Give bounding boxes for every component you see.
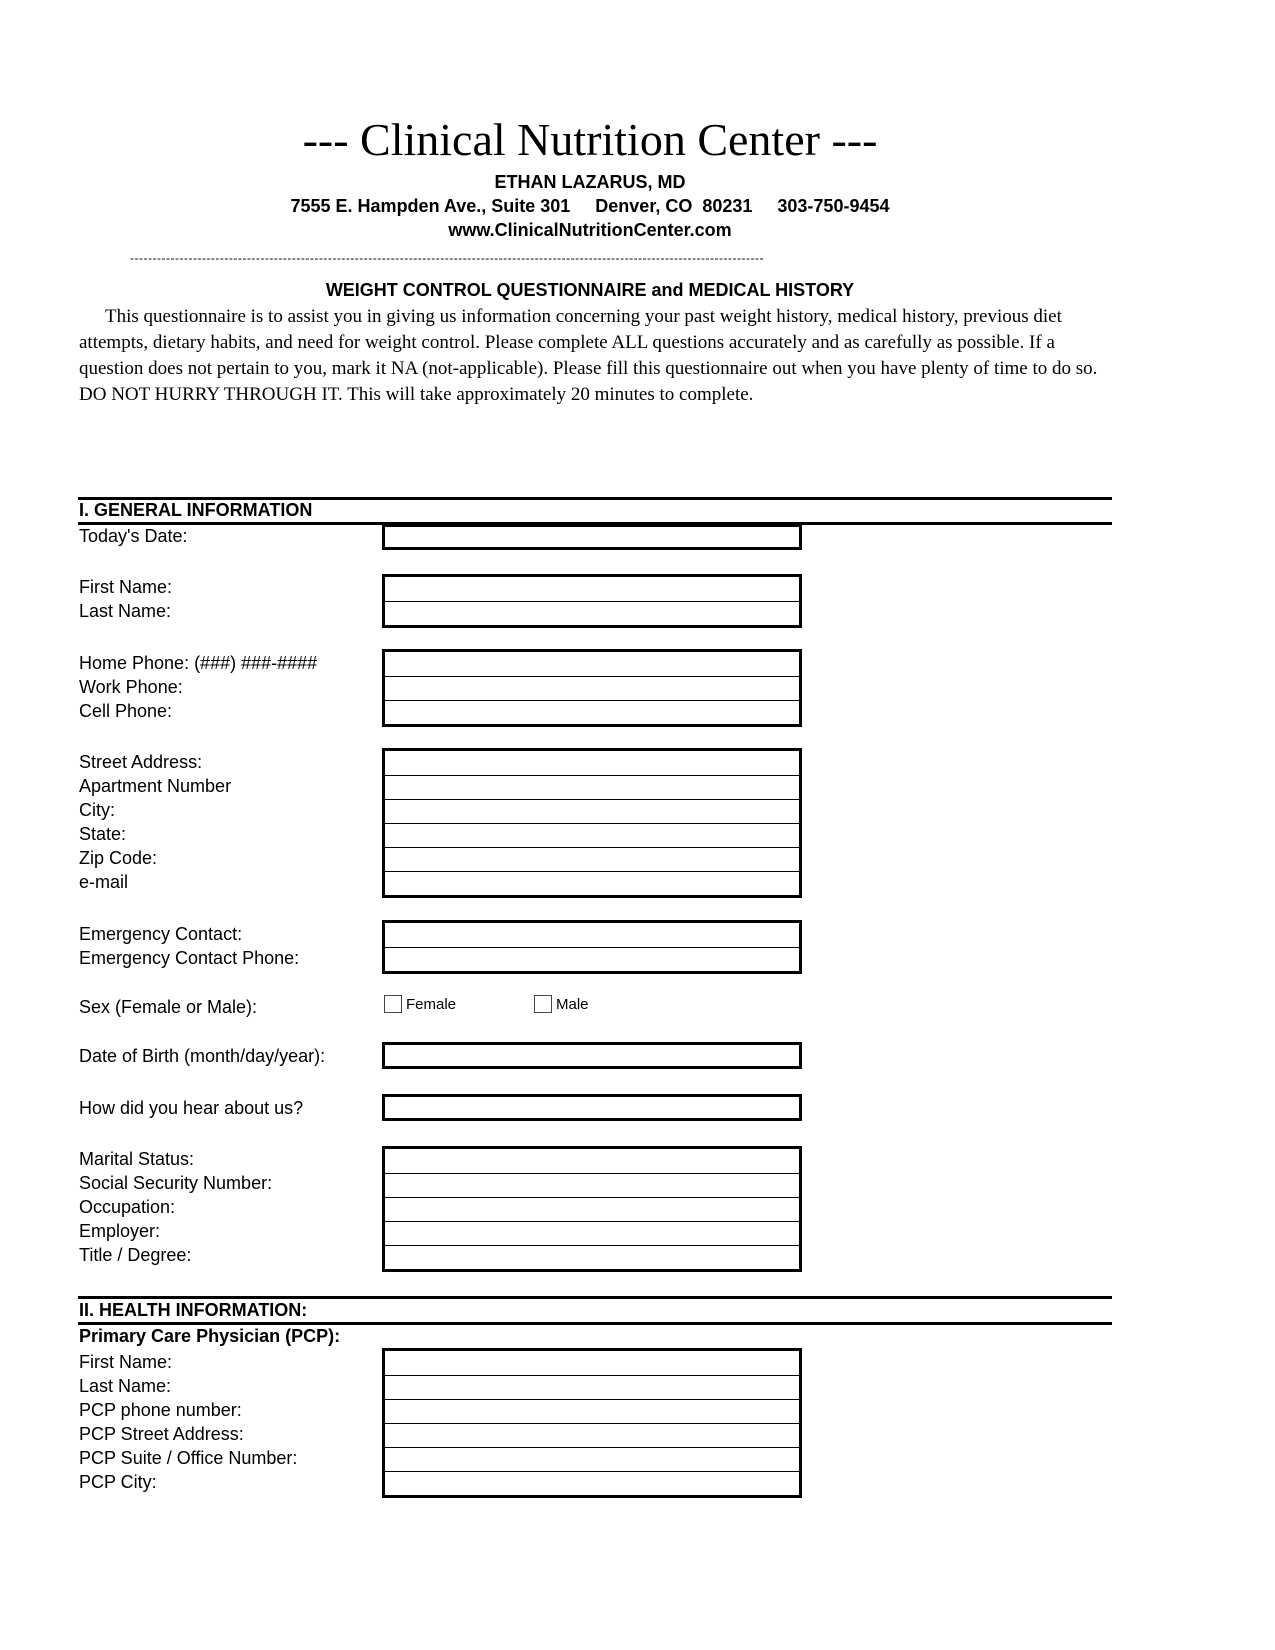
sex-label: Sex (Female or Male):	[79, 997, 258, 1017]
occupation-label: Occupation:	[79, 1197, 176, 1217]
pcp-suite-label: PCP Suite / Office Number:	[79, 1448, 298, 1468]
last-name-label: Last Name:	[79, 601, 172, 621]
header-divider: ---------------------------------------------------------------------------------------------------------------------------------------------	[130, 252, 764, 264]
hear-about-label: How did you hear about us?	[79, 1098, 304, 1118]
pcp-city-label: PCP City:	[79, 1472, 157, 1492]
clinic-title: --- Clinical Nutrition Center ---	[302, 114, 878, 165]
female-checkbox[interactable]	[384, 995, 402, 1013]
pcp-phone-field[interactable]	[385, 1399, 799, 1423]
emergency-phone-field[interactable]	[385, 947, 799, 971]
section2-heading: II. HEALTH INFORMATION:	[79, 1300, 308, 1320]
zip-label: Zip Code:	[79, 848, 158, 868]
home-phone-field[interactable]	[385, 652, 799, 676]
clinic-address: 7555 E. Hampden Ave., Suite 301 Denver, CO 80231 303-750-9454	[290, 196, 890, 216]
todays-date-label: Today's Date:	[79, 526, 188, 546]
email-field[interactable]	[385, 871, 799, 895]
apartment-field[interactable]	[385, 775, 799, 799]
state-field[interactable]	[385, 823, 799, 847]
section1-heading: I. GENERAL INFORMATION	[79, 500, 313, 520]
ssn-label: Social Security Number:	[79, 1173, 273, 1193]
pcp-fields	[382, 1348, 802, 1498]
cell-phone-field[interactable]	[385, 700, 799, 724]
pcp-first-name-field[interactable]	[385, 1351, 799, 1375]
apartment-label: Apartment Number	[79, 776, 232, 796]
male-checkbox[interactable]	[534, 995, 552, 1013]
female-label: Female	[406, 996, 457, 1013]
city-label: City:	[79, 800, 115, 820]
dob-label: Date of Birth (month/day/year):	[79, 1046, 326, 1066]
first-name-field[interactable]	[385, 577, 799, 601]
pcp-heading: Primary Care Physician (PCP):	[79, 1326, 341, 1346]
todays-date-field[interactable]	[382, 524, 802, 550]
city-field[interactable]	[385, 799, 799, 823]
emergency-contact-label: Emergency Contact:	[79, 924, 243, 944]
cell-phone-label: Cell Phone:	[79, 701, 173, 721]
name-fields	[382, 574, 802, 628]
occupation-field[interactable]	[385, 1197, 799, 1221]
emergency-fields	[382, 920, 802, 974]
pcp-street-field[interactable]	[385, 1423, 799, 1447]
phone-fields	[382, 649, 802, 727]
pcp-suite-field[interactable]	[385, 1447, 799, 1471]
male-label: Male	[556, 996, 589, 1013]
employer-label: Employer:	[79, 1221, 161, 1241]
street-address-field[interactable]	[385, 751, 799, 775]
address-fields	[382, 748, 802, 898]
questionnaire-title: WEIGHT CONTROL QUESTIONNAIRE and MEDICAL HISTORY	[325, 280, 855, 300]
first-name-label: First Name:	[79, 577, 173, 597]
street-address-label: Street Address:	[79, 752, 203, 772]
last-name-field[interactable]	[385, 601, 799, 625]
title-degree-label: Title / Degree:	[79, 1245, 192, 1265]
state-label: State:	[79, 824, 127, 844]
pcp-phone-label: PCP phone number:	[79, 1400, 242, 1420]
pcp-first-name-label: First Name:	[79, 1352, 173, 1372]
pcp-city-field[interactable]	[385, 1471, 799, 1495]
pcp-last-name-label: Last Name:	[79, 1376, 172, 1396]
work-phone-field[interactable]	[385, 676, 799, 700]
marital-field[interactable]	[385, 1149, 799, 1173]
intro-paragraph: This questionnaire is to assist you in giving us information concerning your past weight history, medical history, previous diet attempts, dietary habits, and need for weight control. Please complete ALL questions accurately and as carefully as possible. If a question does not pertain to you, mark it NA (not-applicable). Please fill this questionnaire out when you have plenty of time to do so. DO NOT HURRY THROUGH IT. This will take approximately 20 minutes to complete.	[79, 306, 1098, 405]
pcp-street-label: PCP Street Address:	[79, 1424, 244, 1444]
emergency-contact-field[interactable]	[385, 923, 799, 947]
title-degree-field[interactable]	[385, 1245, 799, 1269]
email-label: e-mail	[79, 872, 129, 892]
emergency-phone-label: Emergency Contact Phone:	[79, 948, 300, 968]
employer-field[interactable]	[385, 1221, 799, 1245]
pcp-last-name-field[interactable]	[385, 1375, 799, 1399]
marital-label: Marital Status:	[79, 1149, 195, 1169]
clinic-website: www.ClinicalNutritionCenter.com	[448, 220, 732, 240]
doctor-name: ETHAN LAZARUS, MD	[494, 172, 686, 192]
ssn-field[interactable]	[385, 1173, 799, 1197]
dob-field[interactable]	[382, 1042, 802, 1069]
work-phone-label: Work Phone:	[79, 677, 183, 697]
employment-fields	[382, 1146, 802, 1272]
home-phone-label: Home Phone: (###) ###-####	[79, 653, 318, 673]
zip-field[interactable]	[385, 847, 799, 871]
hear-about-field[interactable]	[382, 1094, 802, 1121]
